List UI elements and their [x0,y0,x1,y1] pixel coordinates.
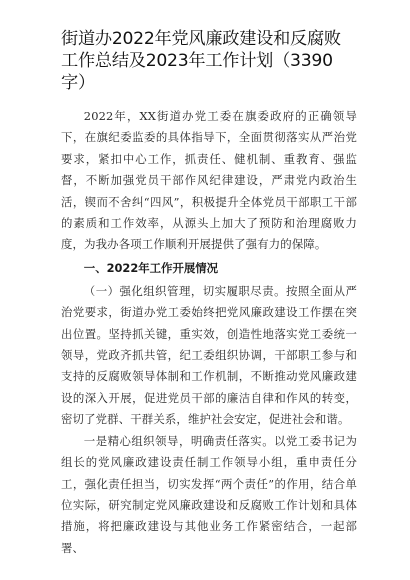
document-title: 街道办2022年党风廉政建设和反腐败工作总结及2023年工作计划（3390字） [61,29,341,93]
body-paragraph: （一）强化组织管理，切实履职尽责。按照全面从严治党要求，街道办党工委始终把党风廉政建设工作摆在突出位置。坚持抓关键，重实效，创造性地落实党工委统一领导，党政齐抓共管，纪工委组织协调，干部职工参与和支持的反腐败领导体制和工作机制，不断推动党风廉政建设的深入开展，促进党员干部的廉洁自律和作风的转变，密切了党群、干群关系，维护社会安定，促进社会和谐。 [61,283,357,427]
body-paragraph: 一是精心组织领导，明确责任落实。以党工委书记为组长的党风廉政建设责任制工作领导小组，重申责任分工，强化责任担当，切实发挥“两个责任”的作用，结合单位实际，研究制定党风廉政建设和反腐败工作计划和具体措施，将把廉政建设与其他业务工作紧密结合，一起部署、 [61,433,357,555]
intro-paragraph: 2022年，XX街道办党工委在旗委政府的正确领导下，在旗纪委监委的具体指导下，全面贯彻落实从严治党要求，紧扣中心工作，抓责任、健机制、重教育、强监督，不断加强党员干部作风纪律建设，严肃党内政治生活，锲而不舍纠“四风”，积极提升全体党员干部职工干部的素质和工作效率，从源头上加大了预防和治理腐败力度，为我办各项工作顺利开展提供了强有力的保障。 [61,109,357,252]
section-heading: 一、2022年工作开展情况 [83,260,219,275]
